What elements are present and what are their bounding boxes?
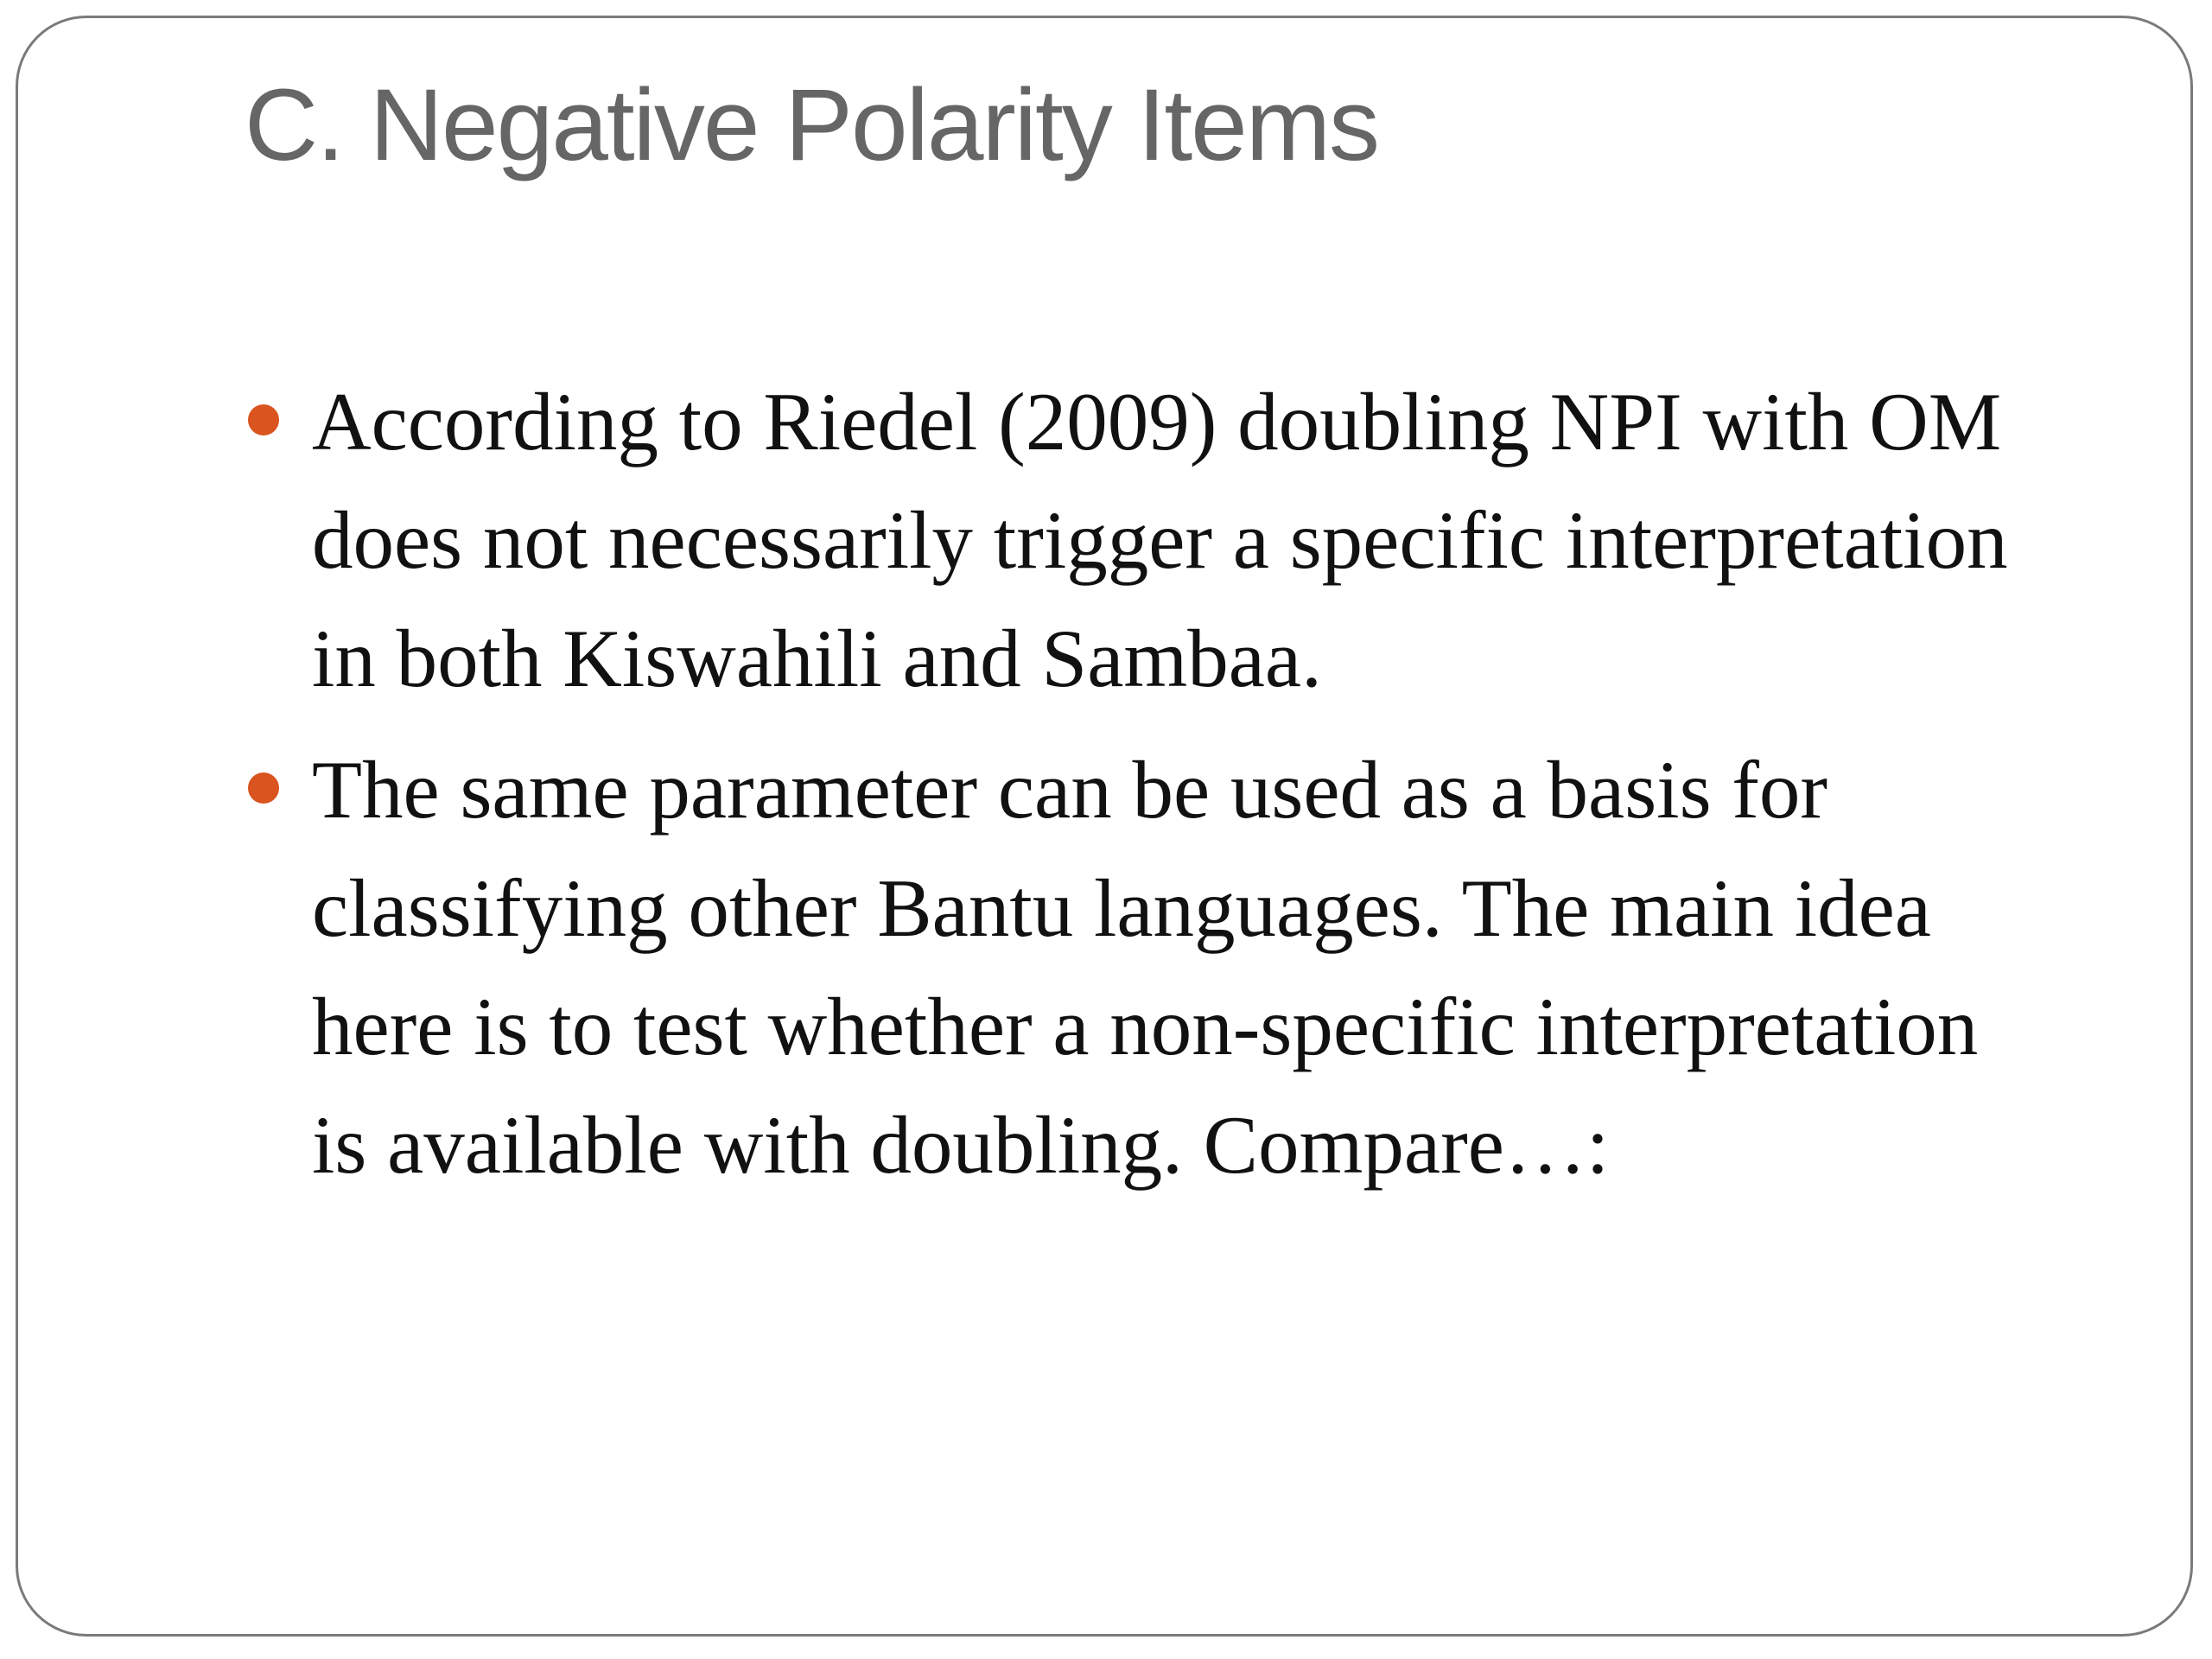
bullet-list <box>245 363 2042 1217</box>
bullet-dot-icon <box>248 772 279 804</box>
bullet-text: The same parameter can be used as a basis for classifying other Bantu languages. The main idea here is to test whether a non-specific interpretation is available with doubling. Compare…: <box>312 744 1979 1191</box>
slide-title: C. Negative Polarity Items <box>245 68 1379 182</box>
bullet-dot-icon <box>248 404 279 435</box>
bullet-text: According to Riedel (2009) doubling NPI with OM does not necessarily trigger a specific interpretation in both Kiswahili and Sambaa. <box>312 376 2008 704</box>
bullet-item <box>245 363 2042 718</box>
bullet-item <box>245 731 2042 1205</box>
